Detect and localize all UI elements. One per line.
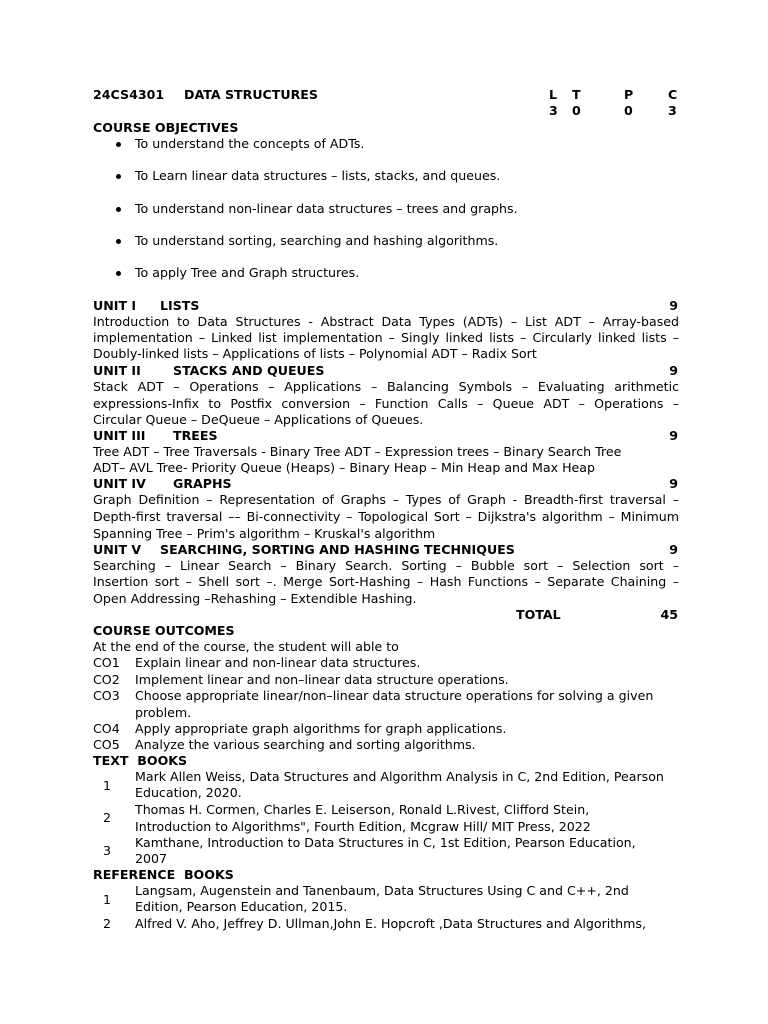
- ltpc-value-l: 3: [549, 103, 558, 118]
- book-number: 2: [103, 916, 112, 931]
- ltpc-header-t: T: [572, 87, 581, 102]
- book-number: 1: [103, 892, 112, 907]
- unit-line: Spanning Tree – Prim's algorithm – Kruskal's algorithm: [93, 526, 436, 541]
- bullet-icon: [116, 174, 121, 179]
- unit-line: Graph Definition – Representation of Graphs – Types of Graph - Breadth-first traversal –: [93, 492, 679, 507]
- unit-title: LISTS: [160, 298, 200, 313]
- outcome-text: Implement linear and non–linear data structure operations.: [135, 672, 509, 687]
- ltpc-value-t: 0: [572, 103, 581, 118]
- course-title: DATA STRUCTURES: [184, 87, 318, 102]
- unit-hours: 9: [669, 428, 678, 443]
- unit-line: Searching – Linear Search – Binary Search. Sorting – Bubble sort – Selection sort –: [93, 558, 679, 573]
- book-text: Introduction to Algorithms", Fourth Edition, Mcgraw Hill/ MIT Press, 2022: [135, 819, 591, 834]
- outcome-text: Explain linear and non-linear data structures.: [135, 655, 421, 670]
- outcome-text: Analyze the various searching and sorting algorithms.: [135, 737, 476, 752]
- unit-line: Tree ADT – Tree Traversals - Binary Tree ADT – Expression trees – Binary Search Tree: [93, 444, 622, 459]
- unit-title: SEARCHING, SORTING AND HASHING TECHNIQUES: [160, 542, 515, 557]
- book-number: 3: [103, 843, 112, 858]
- outcome-text: problem.: [135, 705, 192, 720]
- outcome-code: CO5: [93, 737, 120, 752]
- ltpc-value-c: 3: [668, 103, 677, 118]
- objective-item: To understand non-linear data structures – trees and graphs.: [135, 201, 518, 216]
- unit-line: implementation – Linked list implementation – Singly linked lists – Circularly linked lists –: [93, 330, 679, 345]
- objectives-heading: COURSE OBJECTIVES: [93, 120, 239, 135]
- unit-hours: 9: [669, 363, 678, 378]
- unit-line: Stack ADT – Operations – Applications – Balancing Symbols – Evaluating arithmetic: [93, 379, 679, 394]
- unit-line: Depth-first traversal –– Bi-connectivity – Topological Sort – Dijkstra's algorithm – Minimum: [93, 509, 679, 524]
- total-value: 45: [660, 607, 678, 622]
- ltpc-header-p: P: [624, 87, 634, 102]
- book-text: Edition, Pearson Education, 2015.: [135, 899, 348, 914]
- unit-number: UNIT I: [93, 298, 137, 313]
- book-text: Education, 2020.: [135, 785, 242, 800]
- book-number: 1: [103, 778, 112, 793]
- unit-line: ADT– AVL Tree- Priority Queue (Heaps) – Binary Heap – Min Heap and Max Heap: [93, 460, 596, 475]
- unit-title: TREES: [173, 428, 218, 443]
- outcome-text: Apply appropriate graph algorithms for graph applications.: [135, 721, 507, 736]
- course-code: 24CS4301: [93, 87, 165, 102]
- book-text: Kamthane, Introduction to Data Structures in C, 1st Edition, Pearson Education,: [135, 835, 636, 850]
- objective-item: To understand the concepts of ADTs.: [135, 136, 365, 151]
- unit-number: UNIT II: [93, 363, 141, 378]
- unit-line: Insertion sort – Shell sort –. Merge Sort-Hashing – Hash Functions – Separate Chaining –: [93, 574, 679, 589]
- bullet-icon: [116, 207, 121, 212]
- bullet-icon: [116, 142, 121, 147]
- outcome-code: CO1: [93, 655, 120, 670]
- ltpc-header-l: L: [549, 87, 558, 102]
- unit-title: GRAPHS: [173, 476, 232, 491]
- reference-books-heading: REFERENCE BOOKS: [93, 867, 234, 882]
- unit-line: expressions-Infix to Postfix conversion – Function Calls – Queue ADT – Operations –: [93, 396, 679, 411]
- outcomes-heading: COURSE OUTCOMES: [93, 623, 235, 638]
- unit-hours: 9: [669, 542, 678, 557]
- outcome-code: CO3: [93, 688, 120, 703]
- book-text: Alfred V. Aho, Jeffrey D. Ullman,John E. Hopcroft ,Data Structures and Algorithms,: [135, 916, 646, 931]
- unit-line: Open Addressing –Rehashing – Extendible Hashing.: [93, 591, 417, 606]
- book-text: Mark Allen Weiss, Data Structures and Algorithm Analysis in C, 2nd Edition, Pearson: [135, 769, 664, 784]
- unit-number: UNIT III: [93, 428, 146, 443]
- text-books-heading: TEXT BOOKS: [93, 753, 188, 768]
- bullet-icon: [116, 271, 121, 276]
- objective-item: To apply Tree and Graph structures.: [135, 265, 360, 280]
- objective-item: To Learn linear data structures – lists, stacks, and queues.: [135, 168, 501, 183]
- unit-line: Doubly-linked lists – Applications of lists – Polynomial ADT – Radix Sort: [93, 346, 537, 361]
- unit-hours: 9: [669, 476, 678, 491]
- total-label: TOTAL: [516, 607, 561, 622]
- unit-line: Introduction to Data Structures - Abstract Data Types (ADTs) – List ADT – Array-based: [93, 314, 679, 329]
- unit-title: STACKS AND QUEUES: [173, 363, 325, 378]
- outcome-code: CO4: [93, 721, 120, 736]
- outcome-text: Choose appropriate linear/non–linear data structure operations for solving a given: [135, 688, 654, 703]
- unit-number: UNIT V: [93, 542, 142, 557]
- unit-number: UNIT IV: [93, 476, 146, 491]
- outcome-code: CO2: [93, 672, 120, 687]
- objective-item: To understand sorting, searching and hashing algorithms.: [135, 233, 499, 248]
- book-text: 2007: [135, 851, 168, 866]
- unit-line: Circular Queue – DeQueue – Applications of Queues.: [93, 412, 424, 427]
- ltpc-value-p: 0: [624, 103, 633, 118]
- book-text: Langsam, Augenstein and Tanenbaum, Data Structures Using C and C++, 2nd: [135, 883, 629, 898]
- ltpc-header-c: C: [668, 87, 678, 102]
- book-text: Thomas H. Cormen, Charles E. Leiserson, Ronald L.Rivest, Clifford Stein,: [135, 802, 590, 817]
- bullet-icon: [116, 239, 121, 244]
- unit-hours: 9: [669, 298, 678, 313]
- outcomes-intro: At the end of the course, the student will able to: [93, 639, 399, 654]
- book-number: 2: [103, 810, 112, 825]
